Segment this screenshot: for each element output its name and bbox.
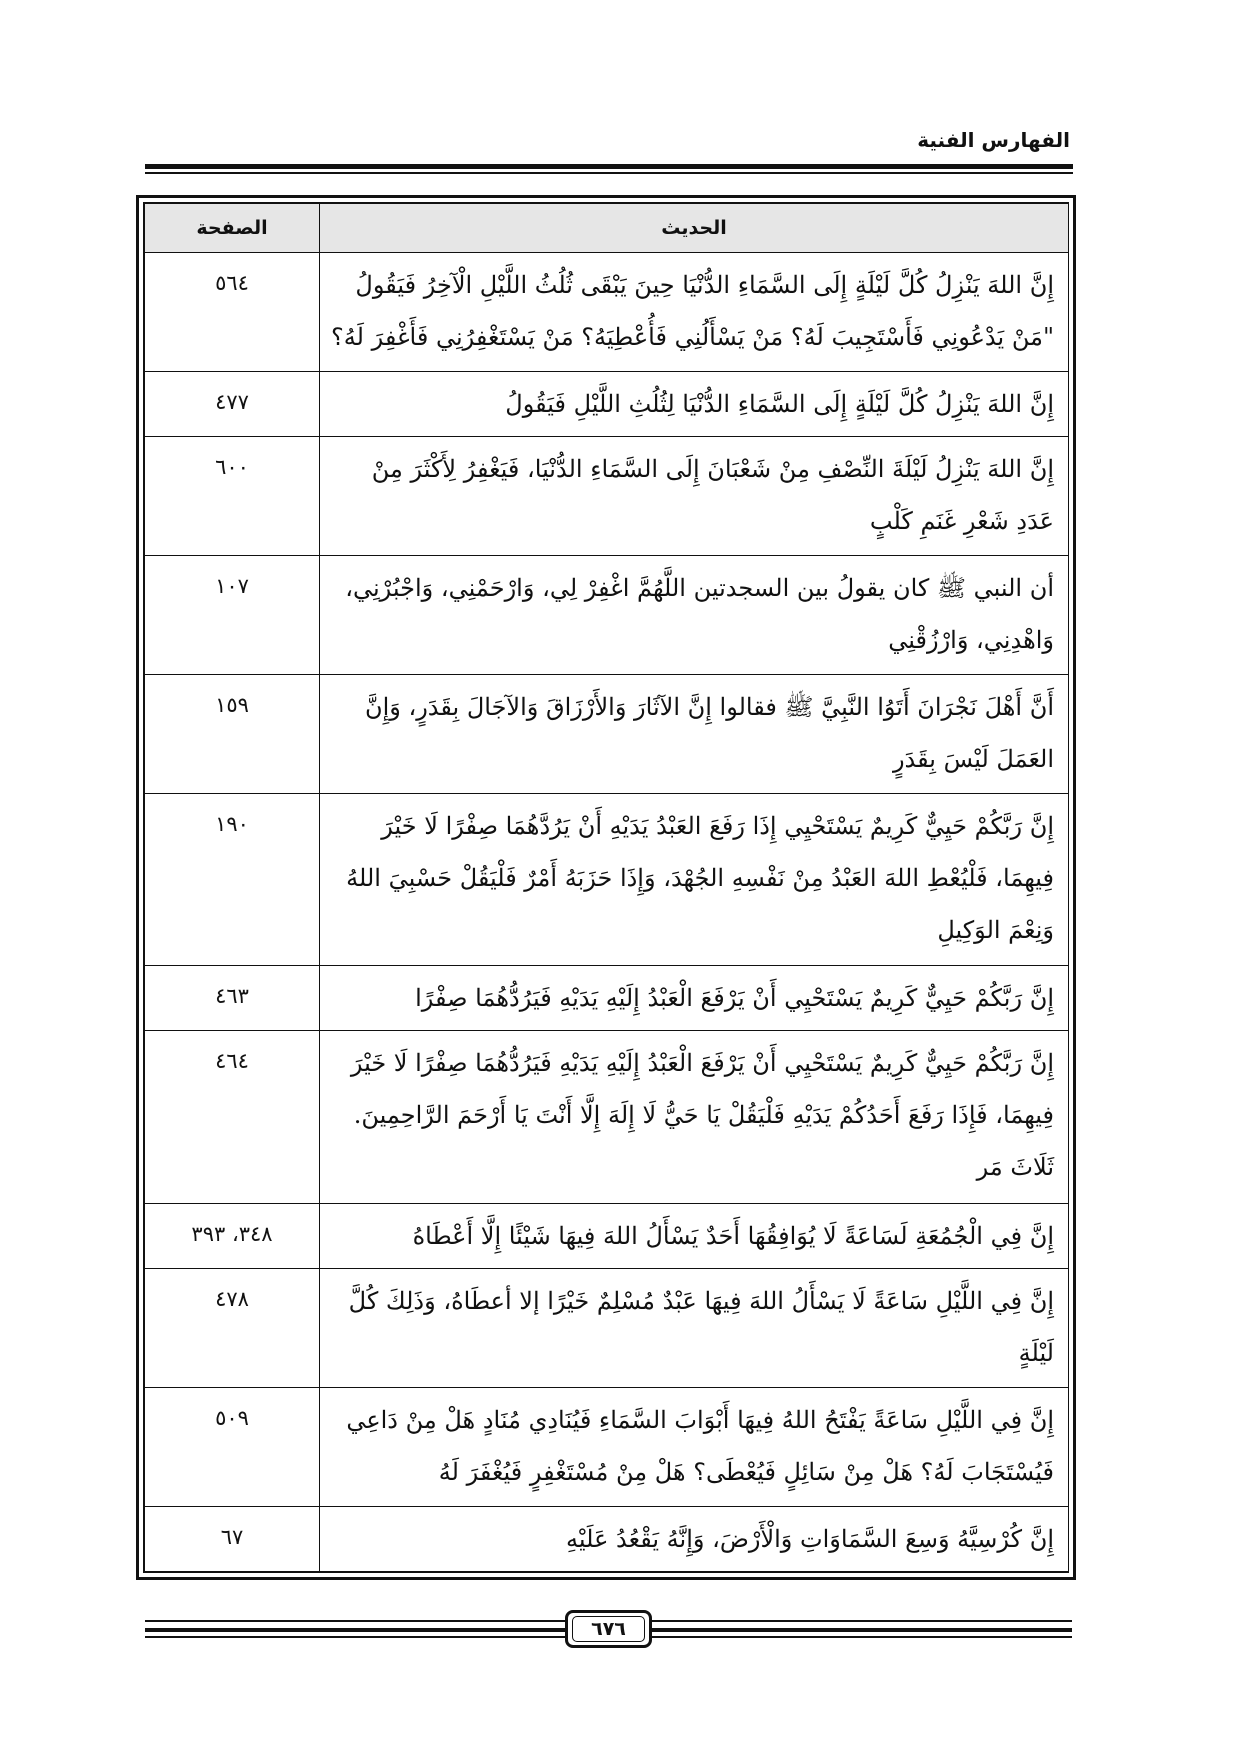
page-reference: ٤٧٧: [145, 371, 320, 436]
hadith-text: إِنَّ رَبَّكُمْ حَيِيٌّ كَرِيمٌ يَسْتَحْيِي أَنْ يَرْفَعَ الْعَبْدُ إِلَيْهِ يَدَيْهِ فَيَرُدُّهُمَا صِفْرًا: [320, 966, 1069, 1031]
footer-rule: [145, 1620, 565, 1622]
table-row: [145, 1506, 1069, 1571]
footer-rule: [652, 1636, 1072, 1638]
table-row: [145, 793, 1069, 966]
table-header-row: [145, 204, 1069, 253]
footer-rule: [145, 1636, 565, 1638]
hadith-text: إِنَّ اللهَ يَنْزِلُ كُلَّ لَيْلَةٍ إِلَى السَّمَاءِ الدُّنْيَا حِينَ يَبْقَى ثُلُثُ اللَّيْلِ الْآخِرُ فَيَقُولُ "مَنْ يَدْعُونِي فَأَسْتَجِيبَ لَهُ؟ مَنْ يَسْأَلُنِي فَأُعْطِيَهُ؟ مَنْ يَسْتَغْفِرُنِي فَأَغْفِرَ لَهُ؟: [320, 253, 1069, 372]
hadith-text: أَنَّ أَهْلَ نَجْرَانَ أَتَوُا النَّبِيَّ ﷺ فقالوا إِنَّ الآثَارَ وَالأَرْزَاقَ وَالآجَالَ بِقَدَرٍ، وَإِنَّ العَمَلَ لَيْسَ بِقَدَرٍ: [320, 674, 1069, 793]
table-row: [145, 966, 1069, 1031]
page-reference: ٥٦٤: [145, 253, 320, 372]
footer-rule: [652, 1628, 1072, 1632]
footer-rule: [145, 1628, 565, 1632]
table-row: [145, 1203, 1069, 1268]
page-reference: ٦٧: [145, 1506, 320, 1571]
page-number: ٦٧٦: [591, 1618, 626, 1640]
index-table-inner-frame: [143, 202, 1069, 1573]
hadith-text: إِنَّ كُرْسِيَّهُ وَسِعَ السَّمَاوَاتِ وَالْأَرْضَ، وَإِنَّهُ يَقْعُدُ عَلَيْهِ: [320, 1506, 1069, 1571]
header-rule: [145, 164, 1073, 169]
table-row: [145, 253, 1069, 372]
footer-rule: [652, 1620, 1072, 1622]
page-reference: ٣٤٨، ٣٩٣: [145, 1203, 320, 1268]
hadith-text: إِنَّ فِي اللَّيْلِ سَاعَةً لَا يَسْأَلُ اللهَ فِيهَا عَبْدٌ مُسْلِمٌ خَيْرًا إلا أعطَاهُ، وَذَلِكَ كُلَّ لَيْلَةٍ: [320, 1269, 1069, 1388]
page-reference: ١٩٠: [145, 793, 320, 966]
page-reference: ٤٧٨: [145, 1269, 320, 1388]
hadith-text: إِنَّ فِي الْجُمُعَةِ لَسَاعَةً لَا يُوَافِقُهَا أَحَدٌ يَسْأَلُ اللهَ فِيهَا شَيْئًا إِلَّا أَعْطَاهُ: [320, 1203, 1069, 1268]
page-reference: ٤٦٣: [145, 966, 320, 1031]
table-row: [145, 1269, 1069, 1388]
index-table-frame: [136, 195, 1076, 1580]
table-row: [145, 1387, 1069, 1506]
column-header-hadith: الحديث: [320, 204, 1069, 253]
table-row: [145, 1031, 1069, 1204]
hadith-text: إِنَّ فِي اللَّيْلِ سَاعَةً يَفْتَحُ اللهُ فِيهَا أَبْوَابَ السَّمَاءِ فَيُنَادِي مُنَادٍ هَلْ مِنْ دَاعِي فَيُسْتَجَابَ لَهُ؟ هَلْ مِنْ سَائِلٍ فَيُعْطَى؟ هَلْ مِنْ مُسْتَغْفِرٍ فَيُغْفَرَ لَهُ: [320, 1387, 1069, 1506]
page-reference: ٥٠٩: [145, 1387, 320, 1506]
header-rule-thin: [145, 172, 1073, 174]
running-head: الفهارس الفنية: [917, 128, 1070, 152]
table-row: [145, 555, 1069, 674]
page-number-badge: [565, 1610, 652, 1648]
hadith-text: إِنَّ رَبَّكُمْ حَيِيٌّ كَرِيمٌ يَسْتَحْيِي إِذَا رَفَعَ العَبْدُ يَدَيْهِ أَنْ يَرُدَّهُمَا صِفْرًا لَا خَيْرَ فِيهِمَا، فَلْيُعْطِ اللهَ العَبْدُ مِنْ نَفْسِهِ الجُهْدَ، وَإِذَا حَزَبَهُ أَمْرٌ فَلْيَقُلْ حَسْبِيَ اللهُ وَنِعْمَ الوَكِيلِ: [320, 793, 1069, 966]
hadith-text: أن النبي ﷺ كان يقولُ بين السجدتين اللَّهُمَّ اغْفِرْ لِي، وَارْحَمْنِي، وَاجْبُرْنِي، وَاهْدِنِي، وَارْزُقْنِي: [320, 555, 1069, 674]
page-reference: ٦٠٠: [145, 436, 320, 555]
table-row: [145, 674, 1069, 793]
hadith-text: إِنَّ رَبَّكُمْ حَيِيٌّ كَرِيمٌ يَسْتَحْيِي أَنْ يَرْفَعَ الْعَبْدُ إِلَيْهِ يَدَيْهِ فَيَرُدُّهُمَا صِفْرًا لَا خَيْرَ فِيهِمَا، فَإِذَا رَفَعَ أَحَدُكُمْ يَدَيْهِ فَلْيَقُلْ يَا حَيُّ لَا إِلَهَ إِلَّا أَنْتَ يَا أَرْحَمَ الرَّاحِمِينَ. ثَلَاثَ مَر: [320, 1031, 1069, 1204]
column-header-page: الصفحة: [145, 204, 320, 253]
hadith-index-table: [144, 203, 1069, 1572]
page-reference: ١٠٧: [145, 555, 320, 674]
table-row: [145, 371, 1069, 436]
page-reference: ١٥٩: [145, 674, 320, 793]
page-reference: ٤٦٤: [145, 1031, 320, 1204]
hadith-text: إِنَّ اللهَ يَنْزِلُ لَيْلَةَ النِّصْفِ مِنْ شَعْبَانَ إِلَى السَّمَاءِ الدُّنْيَا، فَيَغْفِرُ لِأَكْثَرَ مِنْ عَدَدِ شَعْرِ غَنَمِ كَلْبٍ: [320, 436, 1069, 555]
hadith-text: إِنَّ اللهَ يَنْزِلُ كُلَّ لَيْلَةٍ إِلَى السَّمَاءِ الدُّنْيَا لِثُلُثِ اللَّيْلِ فَيَقُولُ: [320, 371, 1069, 436]
table-row: [145, 436, 1069, 555]
